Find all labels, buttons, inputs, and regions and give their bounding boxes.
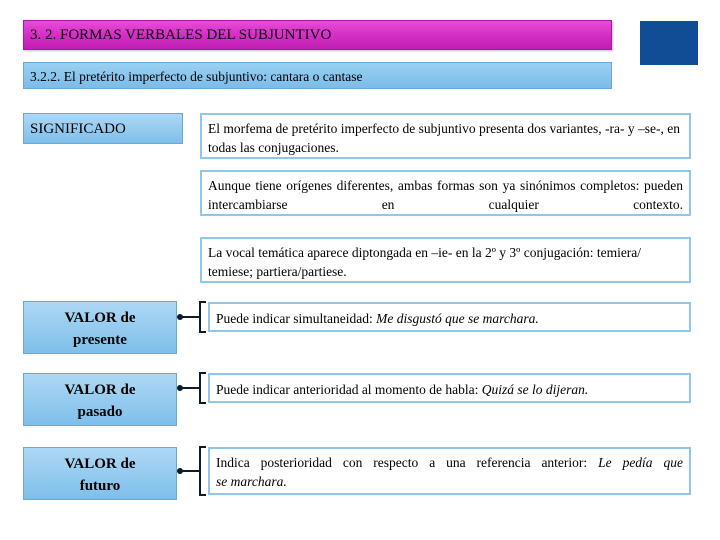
- valor-futuro-line1: VALOR de: [64, 456, 136, 472]
- valor-pasado-line1: VALOR de: [64, 382, 136, 398]
- valor-futuro-line2: futuro: [79, 478, 121, 494]
- valor-presente-desc: Puede indicar simultaneidad:: [216, 311, 377, 326]
- valor-pasado-desc: Puede indicar anterioridad al momento de habla:: [216, 382, 482, 397]
- valor-pasado-text: [208, 373, 691, 403]
- valor-futuro-example-2: se marchara.: [216, 474, 287, 489]
- valor-pasado-label: [23, 373, 177, 426]
- valor-presente-line2: presente: [73, 332, 127, 348]
- bracket-futuro: [200, 447, 206, 495]
- dot-futuro: [177, 468, 183, 474]
- bracket-presente: [200, 302, 206, 332]
- bracket-connectors: [176, 298, 210, 508]
- valor-presente-line1: VALOR de: [64, 310, 136, 326]
- corner-decoration: [640, 21, 698, 65]
- valor-presente-example: Me disgustó que se marchara.: [376, 311, 539, 326]
- bracket-pasado: [200, 373, 206, 403]
- valor-pasado-line2: pasado: [77, 404, 123, 420]
- valor-presente-label: [23, 301, 177, 354]
- valor-pasado-example: Quizá se lo dijeran.: [481, 382, 589, 397]
- valor-futuro-example-1: Le pedía que: [598, 455, 683, 470]
- section-subtitle: 3.2.2. El pretérito imperfecto de subjuntivo: cantara o cantase: [23, 62, 612, 89]
- significado-box-3: La vocal temática aparece diptongada en –ie- en la 2º y 3º conjugación: temiera/ temiese; partiera/partiese.: [200, 237, 691, 283]
- significado-box-2: Aunque tiene orígenes diferentes, ambas formas son ya sinónimos completos: pueden intercambiarse en cualquier contexto.: [200, 170, 691, 216]
- dot-presente: [177, 314, 183, 320]
- valor-futuro-text: [208, 447, 691, 495]
- valor-futuro-desc: Indica posterioridad con respecto a una referencia anterior:: [216, 455, 599, 470]
- page-title: 3. 2. FORMAS VERBALES DEL SUBJUNTIVO: [23, 20, 612, 50]
- dot-pasado: [177, 385, 183, 391]
- significado-box-1: El morfema de pretérito imperfecto de subjuntivo presenta dos variantes, -ra- y –se-, en todas las conjugaciones.: [200, 113, 691, 159]
- valor-futuro-label: [23, 447, 177, 500]
- valor-presente-text: [208, 302, 691, 332]
- significado-label: SIGNIFICADO: [23, 113, 183, 144]
